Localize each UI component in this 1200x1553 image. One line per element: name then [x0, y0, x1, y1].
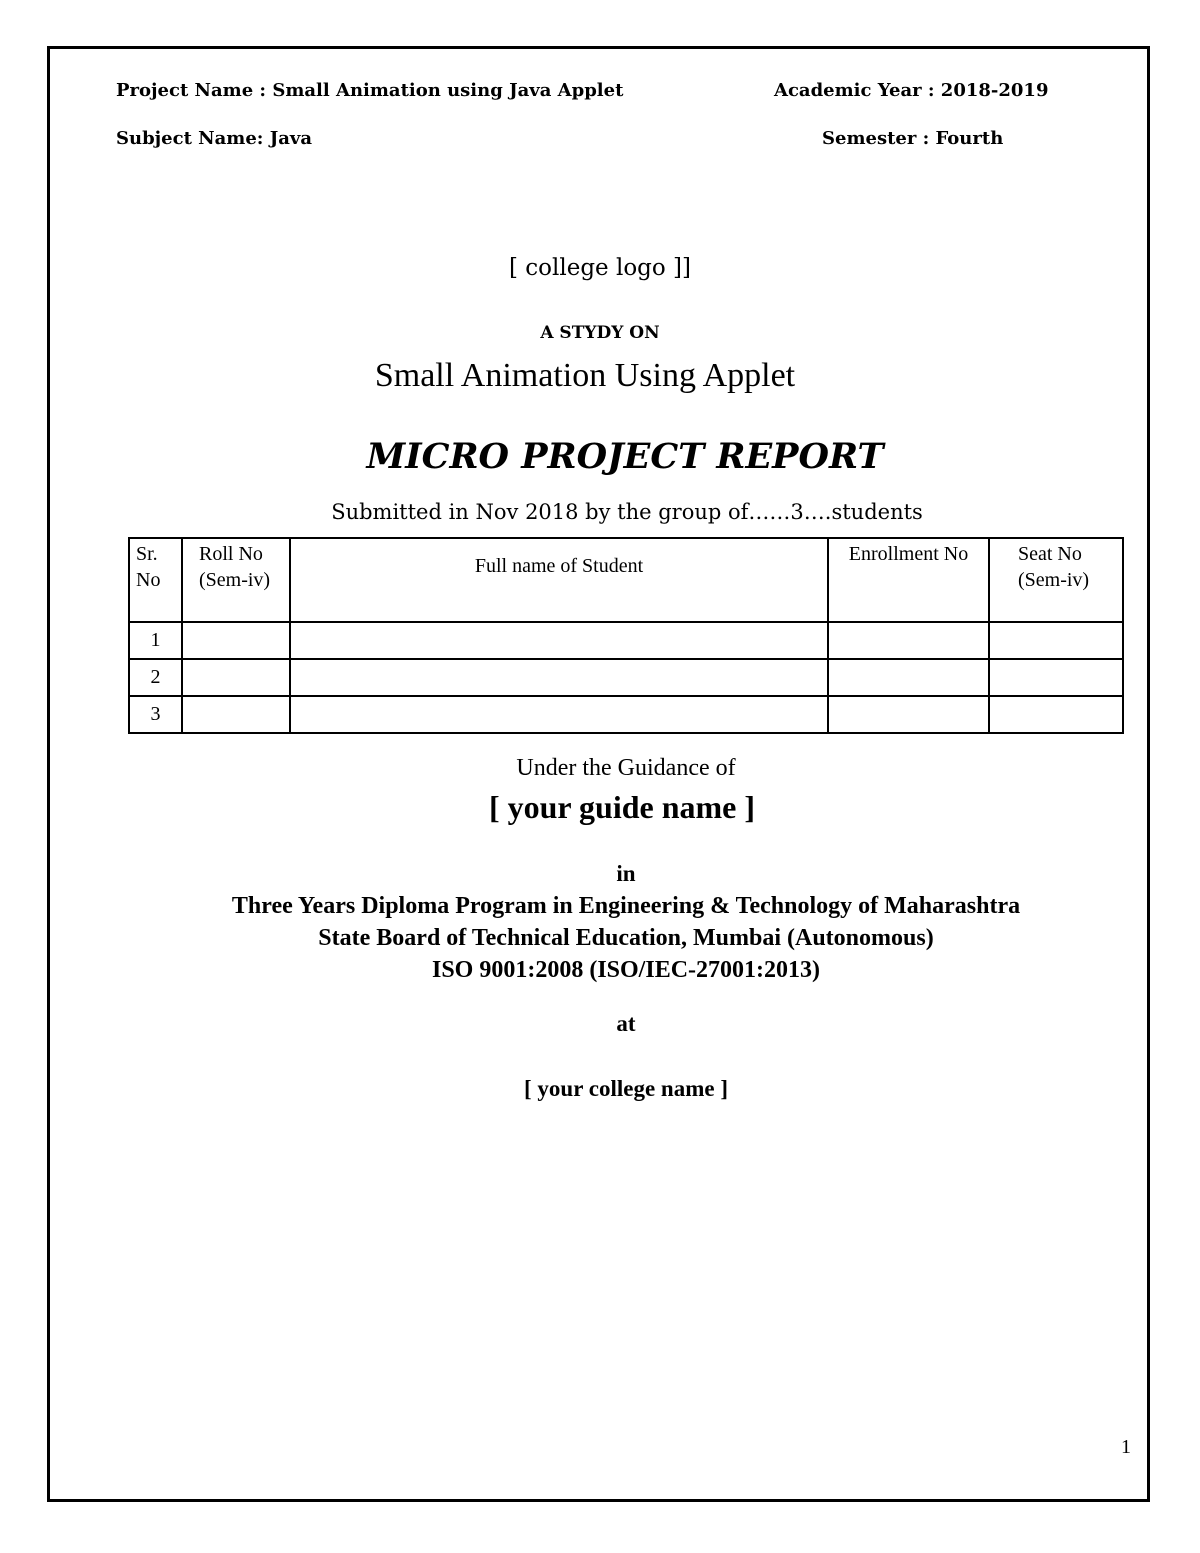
cell-full-name — [290, 696, 828, 733]
header-sr-no: Sr. No — [129, 538, 182, 622]
guidance-label: Under the Guidance of — [516, 755, 736, 781]
at-label: at — [616, 1011, 636, 1036]
in-label: in — [616, 861, 636, 886]
subject-name: Subject Name: Java — [116, 128, 313, 149]
cell-sr-no: 1 — [129, 622, 182, 659]
college-logo-placeholder: [ college logo ]] — [508, 255, 691, 281]
cell-sr-no: 2 — [129, 659, 182, 696]
header-seat-no: Seat No (Sem-iv) — [989, 538, 1123, 622]
submitted-line: Submitted in Nov 2018 by the group of……3….students — [331, 500, 923, 524]
study-label: A STYDY ON — [540, 323, 660, 343]
academic-year: Academic Year : 2018-2019 — [774, 80, 1049, 101]
guide-name: [ your guide name ] — [488, 789, 756, 825]
college-name: [ your college name ] — [524, 1076, 728, 1101]
cell-full-name — [290, 659, 828, 696]
page-number: 1 — [1121, 1436, 1131, 1458]
students-table — [128, 537, 1124, 734]
program-line-1: Three Years Diploma Program in Engineering & Technology of Maharashtra — [231, 893, 1021, 919]
table-row — [129, 622, 1123, 659]
cell-enrollment-no — [828, 622, 989, 659]
report-type: MICRO PROJECT REPORT — [366, 436, 884, 477]
table-row — [129, 659, 1123, 696]
cell-seat-no — [989, 622, 1123, 659]
table-header-row — [129, 538, 1123, 622]
cell-seat-no — [989, 696, 1123, 733]
cell-enrollment-no — [828, 696, 989, 733]
table-row — [129, 696, 1123, 733]
semester: Semester : Fourth — [822, 128, 1004, 149]
program-line-3: ISO 9001:2008 (ISO/IEC-27001:2013) — [431, 957, 821, 983]
cell-seat-no — [989, 659, 1123, 696]
program-line-2: State Board of Technical Education, Mumbai (Autonomous) — [318, 925, 934, 951]
cell-roll-no — [182, 696, 290, 733]
cell-sr-no: 3 — [129, 696, 182, 733]
project-name: Project Name : Small Animation using Java Applet — [116, 80, 624, 101]
header-roll-no: Roll No (Sem-iv) — [182, 538, 290, 622]
header-full-name: Full name of Student — [290, 538, 828, 622]
header-enrollment-no: Enrollment No — [828, 538, 989, 622]
project-title: Small Animation Using Applet — [374, 357, 796, 394]
cell-roll-no — [182, 622, 290, 659]
cell-full-name — [290, 622, 828, 659]
cell-enrollment-no — [828, 659, 989, 696]
cell-roll-no — [182, 659, 290, 696]
